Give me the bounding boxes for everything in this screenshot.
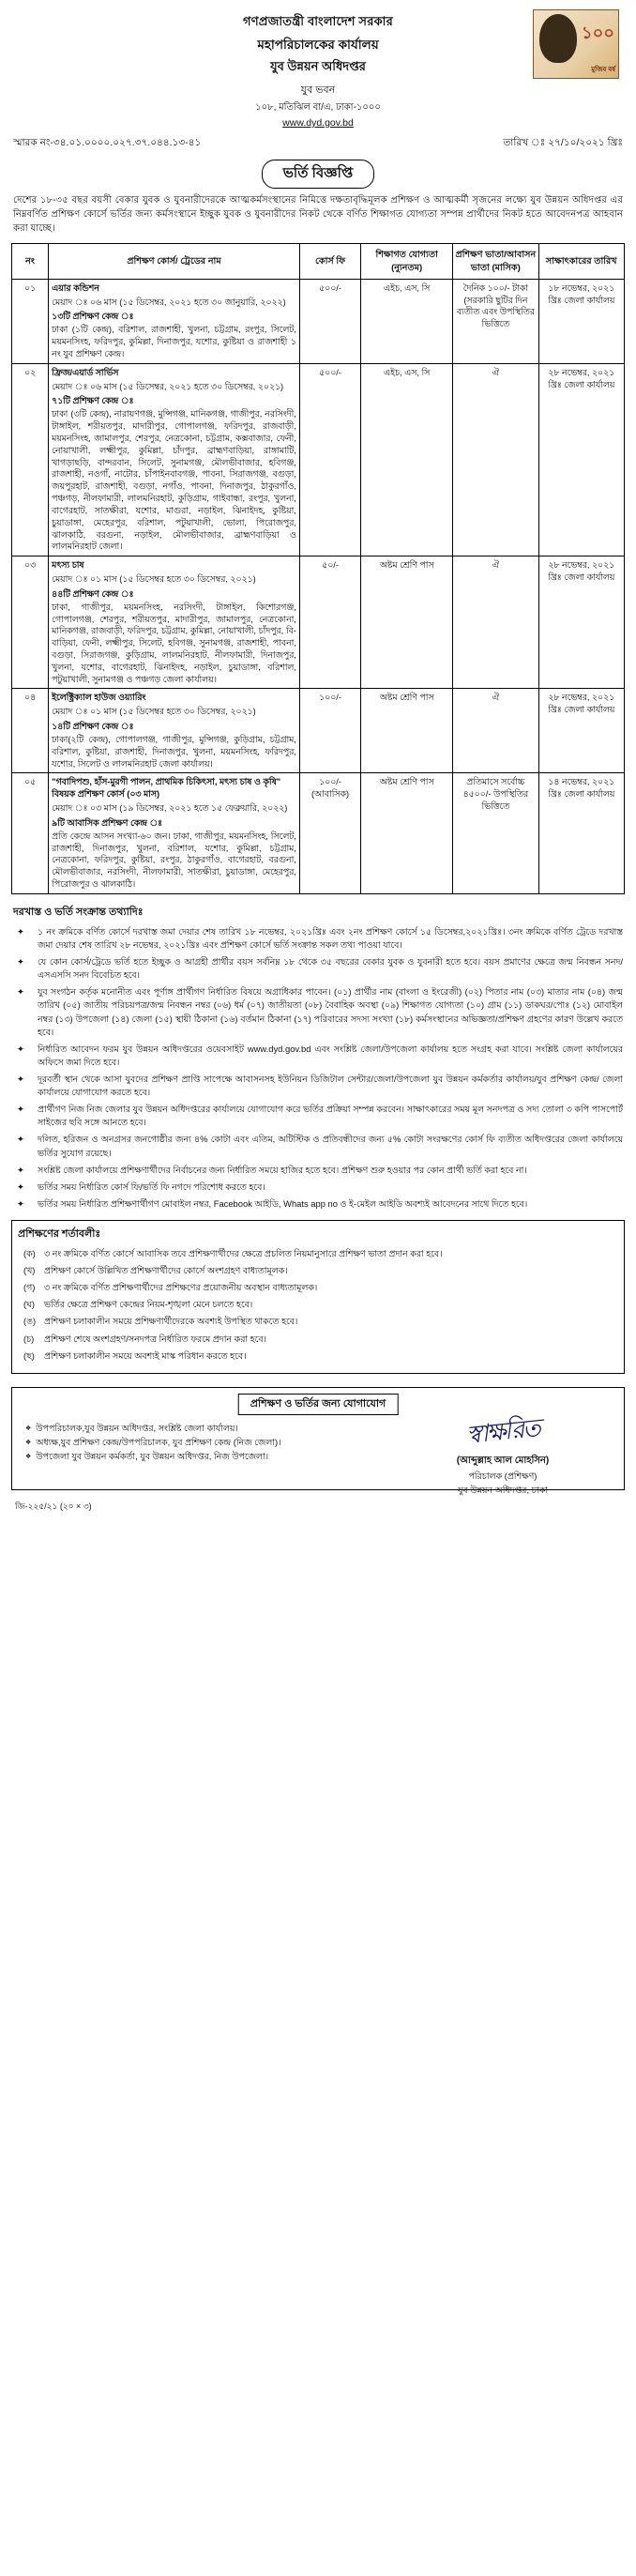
intro-paragraph: দেশের ১৮-৩৫ বছর বয়সী বেকার যুবক ও যুবনারীদেরকে আত্মকর্মসংস্থানের নিমিত্তে দক্ষতাবৃদ্ধিমূলক প্রশিক্ষণ ও আত্মকর্মী সৃজনের লক্ষ্যে যুব উন্নয়ন অধিদপ্তর এর নিম্নবর্ণিত প্রশিক্ষণ কোর্সে ভর্তির জন্য কর্মসংস্থানে ইচ্ছুক যুবক ও যুবনারীদের নিকট থেকে বর্ণিত শিক্ষাগত যোগ্যতা সম্পন্ন প্রার্থীদের নিকট হতে আবেদনপত্র আহবান করা যাচ্ছে।	[13, 195, 623, 234]
bullet-icon: ✦	[17, 1134, 24, 1145]
centers-list: ঢাকা(২টি কেন্দ্র), গোপালগঞ্জ, গাজীপুর, মুন্সিগঞ্জ, কুড়িগ্রাম, চট্টগ্রাম, বরিশাল, কুষ্টিয়া, রাজশাহী, দিনাজপুর, খুলনা, ময়মনসিংহ, ফরিদপুর, যশোর, সিলেট ও লালমনিরহাট জেলা কার্যালয়।	[52, 734, 296, 769]
contact-box	[11, 1387, 625, 1495]
condition-text: নির্ধারিত আবেদন ফরম যুব উন্নয়ন অধিদপ্তরের ওয়েবসাইট www.dyd.gov.bd এবং সংশ্লিষ্ট জেলা/উপজেলা কার্যালয় হতে সংগ্রহ করা যাবে। সংশ্লিষ্ট জেলা কার্যালয়ের অফিসে জমা দিতে হবে।	[38, 1043, 623, 1067]
table-row	[12, 556, 625, 689]
list-item	[17, 1197, 623, 1211]
website-link[interactable]: www.dyd.gov.bd	[282, 117, 354, 129]
cell-sl: ০৫	[12, 773, 49, 893]
list-item	[17, 1103, 623, 1129]
table-row	[12, 689, 625, 773]
conditions-title: দরখাস্ত ও ভর্তি সংক্রান্ত তথ্যাদিঃ	[13, 906, 144, 918]
logo-text: মুজিব বর্ষ	[591, 67, 615, 74]
number-icon: (ঘ)	[23, 1299, 36, 1310]
list-item	[23, 1247, 616, 1260]
cell-education: অষ্টম শ্রেণি পাস	[361, 689, 453, 773]
cell-sl: ০১	[12, 279, 49, 363]
bullet-icon: ✦	[17, 1074, 24, 1084]
term-text: প্রশিক্ষণ চলাকালীন সময়ে অবশ্যই মাস্ক পরিধান করতে হবে।	[44, 1349, 247, 1361]
list-item	[17, 1073, 623, 1099]
centers-list: প্রতি কেন্দ্রে আসন সংখ্যা-৬০ জন। ঢাকা, গাজীপুর, ময়মনসিংহ, সিলেট, রাজশাহী, দিনাজপুর, খুলনা, বরিশাল, যশোর, কুমিল্লা, চট্টগ্রাম, নেত্রকোনা, ফরিদপুর, কুষ্টিয়া, রংপুর, ঠাকুরগাঁও, বাগেরহাট, বরগুনা, মৌলভীবাজার, নরসিংদী, নীলফামারী, সাতক্ষীরা, চুয়াডাঙ্গা, মেহেরপুর, পিরোজপুর ও ঝালকাঠি।	[52, 831, 296, 890]
list-item: ❖ উপপরিচালক,যুব উন্নয়ন অধিদপ্তর, সংশ্লিষ্ট জেলা কার্যালয়।	[25, 1421, 616, 1435]
cell-course	[49, 556, 300, 689]
list-item: ❖ উপজেলা যুব উন্নয়ন কর্মকর্তা, যুব উন্নয়ন অধিদপ্তর, নিজ উপজেলা।	[25, 1449, 616, 1463]
list-item	[17, 925, 623, 952]
course-title: এয়ার কন্ডিশন	[52, 282, 99, 293]
condition-text: ভর্তির সময় নির্ধারিত প্রশিক্ষণার্থীগণ মোবাইল নম্বর, Facebook আইডি, Whats app no ও ই-মেইল আইডি অবশ্যই আবেদনের সাথে দিতে হবে।	[38, 1197, 528, 1209]
cell-education: এইচ, এস, সি	[361, 363, 453, 556]
number-icon: (গ)	[23, 1282, 36, 1293]
cell-sl: ০২	[12, 363, 49, 556]
list-item	[17, 985, 623, 1038]
cell-course	[49, 279, 300, 363]
list-item	[23, 1281, 616, 1294]
address-line: ১০৮, মতিঝিল বা/এ, ঢাকা-১০০০	[255, 102, 381, 113]
course-duration: মেয়াদ ঃ ০৬ মাস (১৫ ডিসেম্বর, ২০২১ হতে ৩০ ডিসেম্বর, ২০২১)	[52, 381, 284, 391]
cell-allowance: ঐ	[453, 363, 538, 556]
course-duration: মেয়াদ ঃ ০৬ মাস (১৫ ডিসেম্বর, ২০২১ হতে ৩০ জানুয়ারি, ২০২২)	[52, 297, 286, 307]
table-header-row	[12, 244, 625, 279]
signature-scribble: স্বাক্ষরিত	[464, 1413, 541, 1449]
courses-table	[11, 243, 625, 894]
course-duration: মেয়াদ ঃ ০১ মাস (১৫ ডিসেম্বর হতে ৩০ ডিসেম্বর, ২০২১)	[52, 574, 256, 585]
term-text: প্রশিক্ষণ কোর্সে উল্লিখিত প্রশিক্ষণার্থীদের কোর্সে অংশগ্রহণ বাধ্যতামূলক।	[44, 1265, 288, 1276]
term-text: ৩ নং ক্রমিকে বর্ণিত প্রশিক্ষণার্থীদের প্রশিক্ষণের প্রয়োজনীয় অবস্থান বাধ্যতামূলক।	[44, 1282, 318, 1293]
number-icon: (চ)	[23, 1333, 35, 1344]
condition-text: সংশ্লিষ্ট জেলা কার্যালয়ে প্রশিক্ষণার্থীদের নির্বাচনের জন্য নির্ধারিত সময়ে হাজির হতে হবে। প্রশিক্ষণ শুরু হওয়ার পর কোন প্রার্থী ভর্তি করা হবে না।	[38, 1164, 527, 1175]
page-title: ভর্তি বিজ্ঞপ্তি	[262, 160, 375, 189]
condition-text: ভর্তির সময় নির্ধারিত কোর্স ফি/ভর্তি ফি নগদে পরিশোধ করতে হবে।	[38, 1181, 265, 1192]
number-icon: (ক)	[23, 1247, 36, 1258]
bullet-icon: ✦	[17, 1164, 24, 1175]
centers-head: ৭১টি প্রশিক্ষণ কেন্দ্র ঃ	[52, 396, 134, 406]
training-terms-box	[11, 1220, 625, 1374]
bullet-icon: ✦	[17, 1181, 24, 1192]
bullet-icon: ✦	[17, 1043, 24, 1054]
condition-text: যে কোন কোর্স/ট্রেডে ভর্তি হতে ইচ্ছুক ও আগ্রহী প্রার্থীর বয়স সর্বনিম্ন ১৮ থেকে ৩৫ বছরের বেকার যুবক ও যুবনারী হতে হবে। বয়স প্রমাণের ক্ষেত্রে জন্ম নিবন্ধন সনদ/এসএসসি সনদ বিবেচিত হবে।	[38, 956, 623, 981]
col-fee: কোর্স ফি	[299, 244, 360, 279]
mujib-borsho-logo	[533, 9, 619, 79]
term-text: ভর্তির ক্ষেত্রে প্রশিক্ষণ কেন্দ্রের নিয়ম-শৃঙ্খলা মেনে চলতে হবে।	[44, 1299, 253, 1310]
col-sl: নং	[12, 244, 49, 279]
cell-course	[49, 689, 300, 773]
list-item	[23, 1298, 616, 1311]
course-duration: মেয়াদ ঃ ০১ মাস (১৫ ডিসেম্বর হতে ৩০ ডিসেম্বর, ২০২১)	[52, 707, 256, 717]
condition-text: ১ নং ক্রমিকে বর্ণিত কোর্সে দরখাস্ত জমা দেয়ার শেষ তারিখ ১৮ নভেম্বর, ২০২১খ্রিঃ এবং ২নং প্রশিক্ষণ কোর্সে ১৫ ডিসেম্বর,২০২১খ্রিঃ। ৩নং ক্রমিকে বর্ণিত ট্রেডে দরখাস্ত জমা দেয়ার শেষ তারিখ ২৮ নভেম্বর, ২০২১খ্রিঃ এবং প্রশিক্ষণ কোর্সে ভর্তি সংক্রান্ত সকল তথ্য পাওয়া যাবে।	[38, 925, 623, 951]
list-item	[23, 1349, 616, 1363]
cell-fee: ৫০০/-	[299, 279, 360, 363]
mujib-portrait-icon	[539, 14, 577, 63]
term-text: প্রশিক্ষণ শেষে অংশগ্রহণ/সনদপত্র নির্ধারিত ফরমে প্রদান করা হবে।	[44, 1333, 266, 1344]
cell-interview: ২৮ নভেম্বর, ২০২১ খ্রিঃ জেলা কার্যালয়	[538, 363, 624, 556]
col-allowance: প্রশিক্ষণ ভাতা/আবাসন ভাতা (মাসিক)	[453, 244, 538, 279]
signatory-name: (আব্দুল্লাহ আল মোহসিন)	[456, 1455, 550, 1466]
bullet-icon: ✦	[17, 1197, 24, 1209]
cell-education: অষ্টম শ্রেণি পাস	[361, 556, 453, 689]
cell-allowance: ঐ	[453, 556, 538, 689]
training-terms-title: প্রশিক্ষণের শর্তাবলীঃ	[18, 1227, 101, 1240]
term-text: ৩ নং ক্রমিকে বর্ণিত কোর্সে আবাসিক তবে প্রশিক্ষণার্থীদের ক্ষেত্রে প্রচলিত নিয়মানুসারে প্রশিক্ষণ ভাতা প্রদান করা হবে।	[44, 1247, 443, 1258]
list-item	[17, 1164, 623, 1177]
cell-allowance: ঐ	[453, 689, 538, 773]
cell-fee: ১০০/-	[299, 689, 360, 773]
centers-head: ১৩টি প্রশিক্ষণ কেন্দ্র ঃ	[52, 312, 134, 322]
centers-list: ঢাকা (১টি কেন্দ্র), বরিশাল, রাজশাহী, খুলনা, চট্টগ্রাম, রংপুর, সিলেট, ময়মনসিংহ, ফরিদপুর, কুমিল্লা, দিনাজপুর, যশোর, কুষ্টিয়া ও রাজশাহী ১ নং যুব প্রশিক্ষণ কেন্দ্র।	[52, 325, 296, 358]
cell-allowance: প্রতিমাসে সর্বোচ্চ ৪৫০০/- উপস্থিতির ভিত্তিতে	[453, 773, 538, 893]
department-name: যুব উন্নয়ন অধিদপ্তর	[270, 59, 366, 73]
logo-number: ১০০	[581, 23, 614, 42]
course-title: ফ্রিজ/এয়ার্ড সার্ভিস	[52, 367, 119, 377]
title-wrap	[11, 160, 625, 189]
list-item	[17, 1043, 623, 1069]
list-item	[23, 1264, 616, 1277]
signatory-role: পরিচালক (প্রশিক্ষণ)	[468, 1470, 538, 1481]
building-name: যুব ভবন	[300, 84, 336, 96]
term-text: প্রশিক্ষণ চলাকালীন সময়ে প্রশিক্ষণার্থীদেরকে অবশ্যই উপস্থিত থাকতে হবে।	[44, 1316, 298, 1327]
cell-course	[49, 773, 300, 893]
condition-text: প্রার্থীগণ নিজ নিজ জেলার যুব উন্নয়ন অধিদপ্তরের কার্যালয়ে যোগাযোগ করে ভর্তির প্রক্রিয়া সম্পন্ন করবেন। সাক্ষাৎকারের সময় মূল সনদপত্র ও সদ্য তোলা ৩ কপি পাসপোর্ট সাইজের ছবি সঙ্গে আনতে হবে।	[38, 1104, 623, 1128]
table-row	[12, 773, 625, 893]
contact-title: প্রশিক্ষণ ও ভর্তির জন্য যোগাযোগ	[238, 1394, 399, 1415]
course-title: "গবাদিপশু, হাঁস-মুরগী পালন, প্রাথমিক চিকিৎসা, মৎস্য চাষ ও কৃষি" বিষয়ক প্রশিক্ষণ কোর্স (০৩ মাস)	[52, 777, 281, 800]
list-item	[23, 1315, 616, 1328]
table-row	[12, 363, 625, 556]
col-education: শিক্ষাগত যোগ্যতা (ন্যুনতম)	[361, 244, 453, 279]
condition-text: দূরবর্তী স্থান থেকে আসা যুবদের প্রশিক্ষণ প্রাপ্তি সাপেক্ষে আবাসনসহ ইউনিয়ন ডিজিটাল সেন্টার/জেলা/উপজেলা যুব উন্নয়ন কর্মকর্তার কার্যালয়/যুব প্রশিক্ষণ কেন্দ্র/ জেলা কার্যালয়ে যোগাযোগ করতে হবে।	[38, 1074, 623, 1098]
table-row	[12, 279, 625, 363]
cell-sl: ০৩	[12, 556, 49, 689]
col-course: প্রশিক্ষণ কোর্স/ ট্রেডের নাম	[49, 244, 300, 279]
memo-number: স্মারক নং-৩৪.০১.০০০০.০২৭.৩৭.০৪৪.১৩-৪১	[13, 137, 202, 148]
centers-list: ঢাকা (৩টি কেন্দ্র), নারায়ণগঞ্জ, মুন্সিগঞ্জ, মানিকগঞ্জ, গাজীপুর, নরসিংদী, টাঙ্গাইল, শরীয়তপুর, মাদারীপুর, গোপালগঞ্জ, ফরিদপুর, রাজবাড়ী, ময়মনসিংহ, জামালপুর, শেরপুর, নেত্রকোনা, চট্টগ্রাম, কক্সবাজার, ফেনী, নোয়াখালী, লক্ষ্মীপুর, কুমিল্লা, চাঁদপুর, ব্রাহ্মণবাড়িয়া, রাঙ্গামাটি, খাগড়াছড়ি, বান্দরবান, সিলেট, সুনামগঞ্জ, মৌলভীবাজার, হবিগঞ্জ, রাজশাহী, নওগাঁ, নাটোর, চাঁপাইনবাবগঞ্জ, পাবনা, সিরাজগঞ্জ, বগুড়া, জয়পুরহাট, রাজশাহী, বগুড়া, নগাঁও, পাবনা, দিনাজপুর, ঠাকুরগাঁও, পঞ্চগড়, নীলফামারী, লালমনিরহাট, কুড়িগ্রাম, গাইবান্ধা, রংপুর, খুলনা, বাগেরহাট, সাতক্ষীরা, যশোর, মাগুরা, নড়াইল, ঝিনাইদহ, কুষ্টিয়া, চুয়াডাঙ্গা, মেহেরপুর, বরিশাল, পটুয়াখালী, ভোলা, পিরোজপুর, ঝালকাঠি, বরগুনা, নড়াইল, মৌলভীবাজার, ব্রাহ্মণবাড়িয়া ও লালমনিরহাট জেলা।	[52, 409, 296, 552]
list-item	[17, 955, 623, 982]
cell-course	[49, 363, 300, 556]
course-title: ইলেক্ট্রিক্যাল হাউজ ওয়্যারিং	[52, 693, 146, 703]
course-title: মৎস্য চাষ	[52, 560, 84, 571]
number-icon: (ঙ)	[23, 1316, 37, 1327]
bullet-icon: ✦	[17, 1104, 24, 1115]
cell-education: এইচ, এস, সি	[361, 279, 453, 363]
list-item: ❖ অধ্যক্ষ,যুব প্রশিক্ষণ কেন্দ্র/উপপরিচালক, যুব প্রশিক্ষণ কেন্দ্র (নিজ জেলা)।	[25, 1435, 616, 1449]
document-header	[11, 9, 625, 130]
cell-fee: ৫০০/-	[299, 363, 360, 556]
cell-interview: ১৪ নভেম্বর, ২০২১ খ্রিঃ জেলা কার্যালয়	[538, 773, 624, 893]
list-item	[17, 1181, 623, 1194]
bullet-icon: ✦	[17, 956, 24, 968]
centers-head: ৯টি আবাসিক প্রশিক্ষণ কেন্দ্র ঃ	[52, 817, 162, 828]
col-interview: সাক্ষাৎকারের তারিখ	[538, 244, 624, 279]
training-terms-list	[20, 1247, 616, 1363]
office-name: মহাপরিচালকের কার্যালয়	[257, 38, 379, 52]
course-duration: মেয়াদ ঃ ০৩ মাস (১৯ ডিসেম্বর, ২০২১ হতে ১৫ ফেব্রুয়ারি, ২০২২)	[52, 803, 288, 814]
conditions-list	[13, 925, 623, 1211]
list-item	[17, 1133, 623, 1159]
memo-row	[11, 136, 625, 152]
list-item	[23, 1333, 616, 1346]
number-icon: (খ)	[23, 1265, 36, 1276]
cell-interview: ১৮ নভেম্বর, ২০২১ খ্রিঃ জেলা কার্যালয়	[538, 279, 624, 363]
cell-sl: ০৪	[12, 689, 49, 773]
cell-allowance: দৈনিক ১০০/- টাকা (সরকারি ছুটির দিন ব্যতীত এবং উপস্থিতির ভিত্তিতে	[453, 279, 538, 363]
number-icon: (ছ)	[23, 1349, 35, 1361]
centers-head: ৪৪টি প্রশিক্ষণ কেন্দ্র ঃ	[52, 588, 134, 599]
centers-head: ১৪টি প্রশিক্ষণ কেন্দ্র ঃ	[52, 722, 134, 732]
bullet-icon: ✦	[17, 925, 24, 937]
cell-interview: ২৮ নভেম্বর, ২০২১ খ্রিঃ জেলা কার্যালয়	[538, 689, 624, 773]
condition-text: যুব সংগঠন কর্তৃক মনোনীত এবং পূর্ণাঙ্গ প্রার্থীগণ নির্ধারিত বিষয়ে অগ্রাধিকার পাবেন। (০১) প্রার্থীর নাম (বাংলা ও ইংরেজী) (০২) পিতার নাম (০৩) মাতার নাম (০৪) জন্ম তারিখ (০৫) জাতীয় পরিচয়পত্র/জন্ম নিবন্ধন নম্বর (০৬) ধর্ম (০৭) জাতীয়তা (০৮) বৈবাহিক অবস্থা (০৯) শিক্ষাগত যোগ্যতা (১০) গ্রাম (১১) ডাকঘর/পোঃ (১২) মোবাইল নম্বর (১৩) উপজেলা (১৪) জেলা (১৫) স্থায়ী ঠিকানা (১৬) বর্তমান ঠিকানা (১৭) পরিবারের সদস্য সংখ্যা (১৮) কর্মসংস্থানের অভিজ্ঞতা/প্রশিক্ষণ গ্রহণের কারণ উল্লেখ করতে হবে।	[38, 986, 623, 1037]
memo-date: তারিখ ঃ ২৭/১০/২০২১ খ্রিঃ	[503, 137, 623, 148]
cell-fee: ৫০/-	[299, 556, 360, 689]
centers-list: ঢাকা, গাজীপুর, ময়মনসিংহ, নরসিংদী, টাঙ্গাইল, কিশোরগঞ্জ, গোপালগঞ্জ, শেরপুর, শরীয়তপুর, মাদারীপুর, জামালপুর, নেত্রকোনা, মানিকগঞ্জ, রাজবাড়ী, ফরিদপুর, চট্টগ্রাম, কুমিল্লা, নোয়াখালী, চাঁদপুর, বি-বাড়িয়া, ফেনী, লক্ষ্মীপুর, সিলেট, হবিগঞ্জ, সুনামগঞ্জ, রাজশাহী, পাবনা, বগুড়া, সিরাজগঞ্জ, কুড়িগ্রাম, লালমনিরহাট, নীলফামারী, দিনাজপুর, খুলনা, যশোর, বাগেরহাট, ঝিনাইদহ, নড়াইল, চুয়াডাঙ্গা, বরিশাল, পটুয়াখালী, সুনামগঞ্জ ও পঞ্চগড় জেলা কার্যালয়।	[52, 602, 296, 684]
signatory-org: যুব উন্নয়ন অধিদপ্তর, ঢাকা	[458, 1484, 548, 1495]
footer-code: জি-২২৫/২১ (২০ × ৩)	[15, 1501, 92, 1511]
govt-name: গণপ্রজাতন্ত্রী বাংলাদেশ সরকার	[243, 14, 393, 28]
condition-text: দলিত, হরিজন ও অনগ্রসর জনগোষ্ঠীর জন্য ৪% কোটা এবং এতিম, অটিস্টিক ও প্রতিবন্ধীদের জন্য ৫% কোটা সংরক্ষণের কোর্স ফি ব্যতীত অধিদপ্তরের জেলা কার্যালয়ে ভর্তির সুযোগ রয়েছে।	[38, 1134, 623, 1158]
cell-education: অষ্টম শ্রেণি পাস	[361, 773, 453, 893]
signature-block	[395, 1412, 611, 1498]
cell-fee: ১০০/- (আবাসিক)	[299, 773, 360, 893]
cell-interview: ২৮ নভেম্বর, ২০২১ খ্রিঃ জেলা কার্যালয়	[538, 556, 624, 689]
bullet-icon: ✦	[17, 986, 24, 998]
